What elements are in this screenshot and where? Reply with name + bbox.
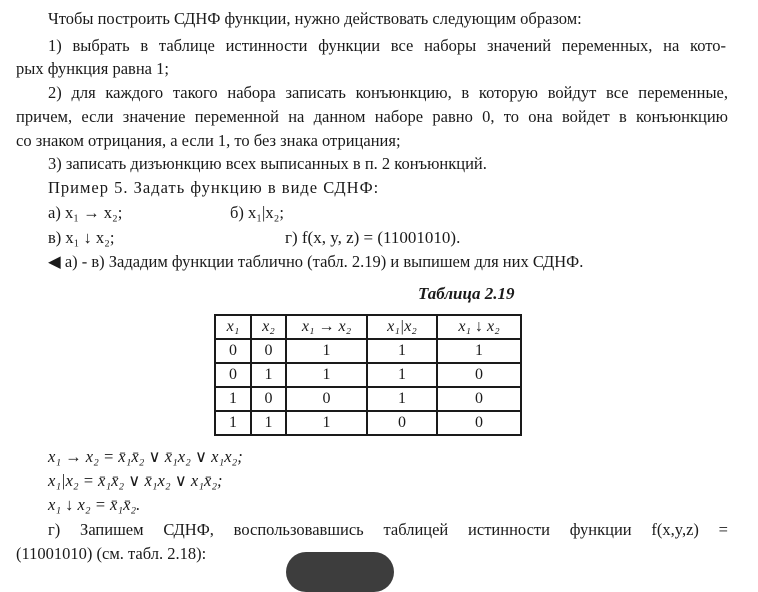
table-cell: 1 <box>286 339 367 363</box>
truth-table <box>214 314 522 436</box>
overlay-scroll-pill[interactable] <box>286 552 394 592</box>
example-item-b: б) x₁|x₂; <box>230 203 284 222</box>
table-header-cell: x₁ → x₂ <box>286 315 367 339</box>
table-cell: 1 <box>286 411 367 435</box>
step2-line1: 2) для каждого такого набора записать конъюнкцию, в которую войдут все переменные, <box>48 83 728 102</box>
table-row <box>215 363 521 387</box>
table-cell: 1 <box>215 387 251 411</box>
example-item-a: а) x₁ → x₂; <box>48 203 123 222</box>
step2-line2: причем, если значение переменной на данном наборе равно 0, то она войдет в конъюнкцию <box>16 107 728 126</box>
table-cell: 0 <box>437 363 521 387</box>
table-row <box>215 411 521 435</box>
table-header-cell: x₁|x₂ <box>367 315 437 339</box>
example-item-d: г) f(x, y, z) = (11001010). <box>285 228 461 247</box>
example-title: Пример 5. Задать функцию в виде СДНФ: <box>48 178 380 197</box>
formula-peirce: x₁ ↓ x₂ = x̄₁x̄₂. <box>48 495 141 514</box>
table-cell: 1 <box>286 363 367 387</box>
step3-text: 3) записать дизъюнкцию всех выписанных в п. 2 конъюнкций. <box>48 154 487 173</box>
table-header-cell: x₁ <box>215 315 251 339</box>
table-cell: 1 <box>251 363 286 387</box>
table-cell: 0 <box>286 387 367 411</box>
table-cell: 0 <box>437 411 521 435</box>
table-cell: 1 <box>367 339 437 363</box>
closing-line2: (11001010) (см. табл. 2.18): <box>16 544 207 563</box>
table-cell: 1 <box>251 411 286 435</box>
step1-line2: рых функция равна 1; <box>16 59 169 78</box>
formula-sheffer: x₁|x₂ = x̄₁x̄₂ ∨ x̄₁x₂ ∨ x₁x̄₂; <box>48 471 223 490</box>
table-cell: 1 <box>367 387 437 411</box>
table-row <box>215 387 521 411</box>
table-header-row <box>215 315 521 339</box>
table-cell: 0 <box>251 339 286 363</box>
table-row <box>215 339 521 363</box>
intro-text: Чтобы построить СДНФ функции, нужно действовать следующим образом: <box>48 9 582 28</box>
step1-line1: 1) выбрать в таблице истинности функции все наборы значений переменных, на кото- <box>48 36 726 55</box>
formula-implication: x₁ → x₂ = x̄₁x̄₂ ∨ x̄₁x₂ ∨ x₁x₂; <box>48 447 243 466</box>
table-caption: Таблица 2.19 <box>418 284 515 303</box>
example-item-c: в) x₁ ↓ x₂; <box>48 228 115 247</box>
table-cell: 1 <box>215 411 251 435</box>
table-cell: 0 <box>215 339 251 363</box>
table-cell: 0 <box>437 387 521 411</box>
closing-line1: г) Запишем СДНФ, воспользовавшись таблицей истинности функции f(x,y,z) = <box>48 520 728 539</box>
table-header-cell: x₂ <box>251 315 286 339</box>
table-header-cell: x₁ ↓ x₂ <box>437 315 521 339</box>
table-cell: 0 <box>251 387 286 411</box>
table-cell: 0 <box>215 363 251 387</box>
table-cell: 0 <box>367 411 437 435</box>
solution-text: ◀ а) - в) Зададим функции таблично (табл. 2.19) и выпишем для них СДНФ. <box>48 252 584 271</box>
table-cell: 1 <box>437 339 521 363</box>
table-cell: 1 <box>367 363 437 387</box>
step2-line3: со знаком отрицания, а если 1, то без знака отрицания; <box>16 131 401 150</box>
